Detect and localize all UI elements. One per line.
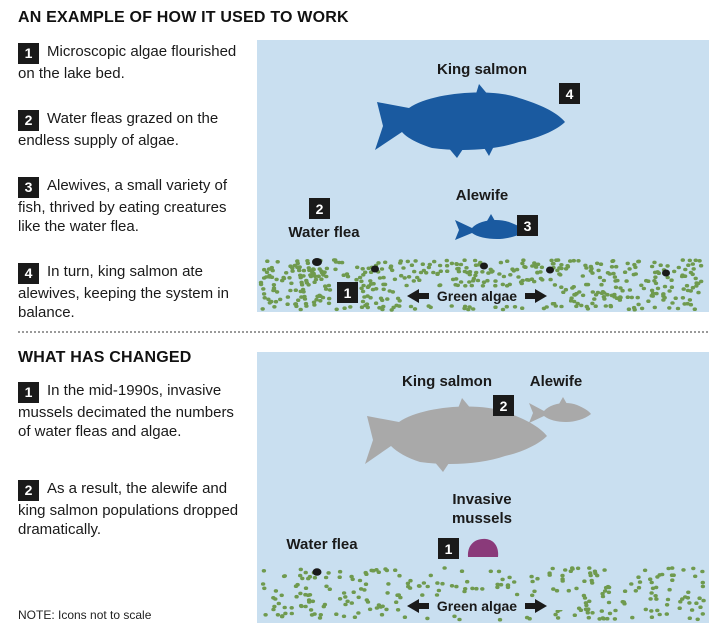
- step-text: Alewives, a small variety of fish, thrived by eating creatures like the water flea.: [18, 177, 228, 235]
- invasive-mussels-label-line1: Invasive: [452, 491, 512, 508]
- step-text: In turn, king salmon ate alewives, keeping the system in balance.: [18, 263, 229, 321]
- water-flea-label: Water flea: [288, 224, 360, 241]
- svg-text:1: 1: [444, 541, 453, 557]
- svg-text:3: 3: [523, 218, 532, 234]
- step-badge: 2: [18, 110, 39, 131]
- alewife-label: Alewife: [455, 187, 509, 204]
- mussel-icon: [468, 539, 498, 557]
- step-badge: 1: [18, 43, 39, 64]
- step-badge: 4: [18, 263, 39, 284]
- green-algae-label: Green algae: [436, 288, 518, 304]
- lake-diagram-before: [257, 40, 709, 312]
- step-text: In the mid-1990s, invasive mussels decimated the numbers of water fleas and algae.: [18, 382, 234, 440]
- step-4-king-salmon: [18, 262, 243, 322]
- svg-text:2: 2: [499, 398, 508, 414]
- step-badge: 1: [18, 382, 39, 403]
- step-text: As a result, the alewife and king salmon populations dropped dramatically.: [18, 480, 239, 538]
- food-chain-illustration-before: [257, 40, 709, 312]
- step-3-alewives: [18, 176, 243, 236]
- king-salmon-label: King salmon: [436, 61, 528, 78]
- water-flea-label: Water flea: [286, 536, 358, 553]
- svg-text:1: 1: [343, 285, 352, 301]
- badge-2: [493, 395, 514, 416]
- section-title-how-it-worked: AN EXAMPLE OF HOW IT USED TO WORK: [18, 9, 349, 26]
- badge-3: [517, 215, 538, 236]
- step-2-populations-dropped: [18, 479, 243, 539]
- step-badge: 3: [18, 177, 39, 198]
- alewife-icon: [455, 214, 525, 240]
- king-salmon-icon: [375, 84, 565, 158]
- footnote: NOTE: Icons not to scale: [18, 608, 152, 622]
- alewife-label: Alewife: [529, 373, 583, 390]
- lake-diagram-after: [257, 352, 709, 623]
- invasive-mussels-label-line2: mussels: [451, 510, 513, 527]
- step-1-invasive-mussels: [18, 381, 243, 441]
- king-salmon-label: King salmon: [401, 373, 493, 390]
- badge-4: [559, 83, 580, 104]
- green-algae-label: Green algae: [436, 598, 518, 614]
- svg-text:2: 2: [315, 201, 324, 217]
- badge-1: [337, 282, 358, 303]
- step-2-water-fleas: [18, 109, 243, 150]
- food-chain-illustration-after: [257, 352, 709, 623]
- step-text: Microscopic algae flourished on the lake bed.: [18, 43, 237, 82]
- alewife-icon: [529, 397, 591, 423]
- badge-1: [438, 538, 459, 559]
- king-salmon-icon: [365, 398, 547, 472]
- section-title-what-changed: WHAT HAS CHANGED: [18, 349, 192, 366]
- svg-text:4: 4: [565, 86, 574, 102]
- section-divider: [18, 331, 708, 333]
- step-badge: 2: [18, 480, 39, 501]
- step-1-algae: [18, 42, 243, 83]
- badge-2: [309, 198, 330, 219]
- water-flea-icon: [313, 568, 322, 576]
- step-text: Water fleas grazed on the endless supply of algae.: [18, 110, 219, 149]
